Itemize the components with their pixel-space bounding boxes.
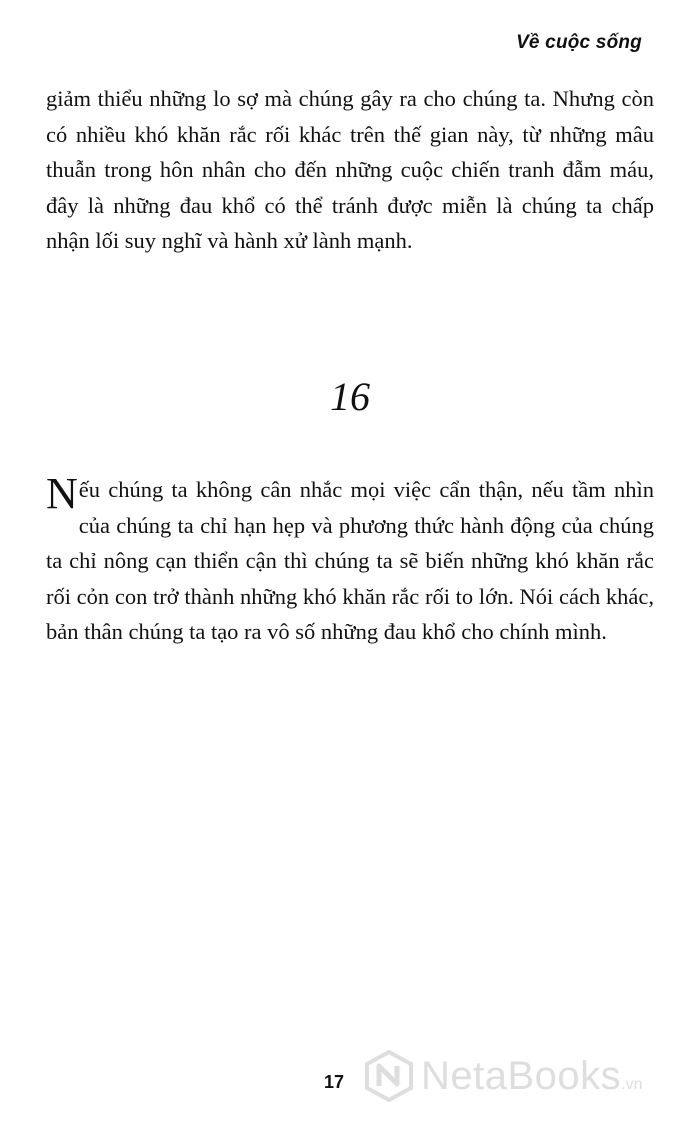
page-number: 17 (324, 1072, 345, 1092)
drop-cap: N (46, 469, 78, 518)
netabooks-logo-icon (363, 1050, 415, 1102)
body-paragraph (46, 469, 654, 650)
running-header: Về cuộc sống (516, 32, 642, 53)
watermark (363, 1050, 643, 1102)
body-paragraph-text: ếu chúng ta không cân nhắc mọi việc cẩn thận, nếu tầm nhìn của chúng ta chỉ hạn hẹp và phương thức hành động của chúng ta chỉ nông cạn thiển cận thì chúng ta sẽ biến những khó khăn rắc rối cỏn con trở thành những khó khăn rắc rối to lớn. Nói cách khác, bản thân chúng ta tạo ra vô số những đau khổ cho chính mình. (46, 477, 654, 644)
section-number: 16 (330, 374, 370, 419)
top-paragraph: giảm thiểu những lo sợ mà chúng gây ra cho chúng ta. Nhưng còn có nhiều khó khăn rắc rối khác trên thế gian này, từ những mâu thuẫn trong hôn nhân cho đến những cuộc chiến tranh đẫm máu, đây là những đau khổ có thể tránh được miễn là chúng ta chấp nhận lối suy nghĩ và hành xử lành mạnh. (46, 86, 654, 253)
watermark-brand: NetaBooks (421, 1053, 622, 1098)
watermark-suffix: .vn (621, 1076, 643, 1093)
